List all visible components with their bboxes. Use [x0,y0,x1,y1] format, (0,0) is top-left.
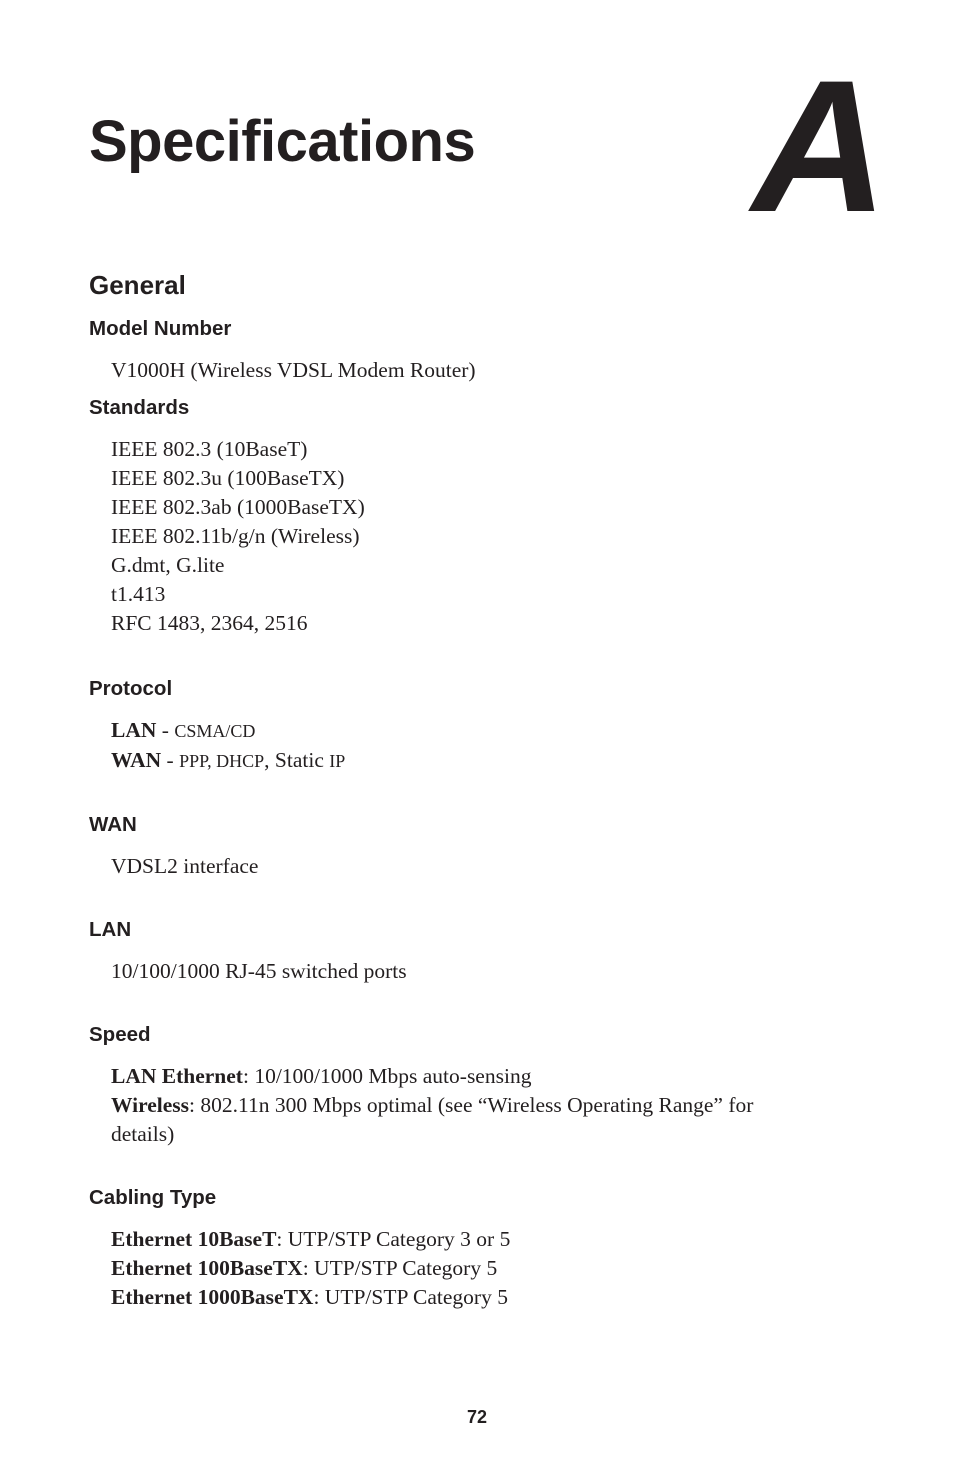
speed-lan-ethernet-line [111,1062,811,1091]
spec-wan [89,810,829,881]
spec-body-model-number [89,356,829,385]
spec-speed [89,1020,829,1149]
spec-lan [89,915,829,986]
protocol-wan-label: WAN [111,748,162,772]
cabling-label: Ethernet 1000BaseTX [111,1285,314,1309]
section-heading-general: General [89,270,186,300]
spec-line: V1000H (Wireless VDSL Modem Router) [111,358,476,382]
speed-lan-ethernet-label: LAN Ethernet [111,1064,243,1088]
protocol-wan-line [111,746,829,776]
spec-body-lan [89,957,829,986]
spec-line: IEEE 802.3 (10BaseT) [111,437,308,461]
cabling-row [111,1283,829,1312]
protocol-wan-value-a: PPP, DHCP [179,751,265,771]
spec-line: IEEE 802.3u (100BaseTX) [111,466,345,490]
spec-model-number [89,314,829,385]
cabling-label: Ethernet 10BaseT [111,1227,277,1251]
spec-title-standards: Standards [89,396,190,419]
cabling-label: Ethernet 100BaseTX [111,1256,303,1280]
spec-body-protocol [89,716,829,776]
spec-line: t1.413 [111,582,166,606]
spec-title-protocol: Protocol [89,677,173,700]
spec-line: IEEE 802.11b/g/n (Wireless) [111,524,360,548]
speed-wireless-value: : 802.11n 300 Mbps optimal (see “Wireless Operating Range” for details) [111,1093,754,1146]
spec-body-speed [89,1062,811,1149]
spec-title-lan: LAN [89,918,132,941]
cabling-row [111,1254,829,1283]
spec-cabling-type [89,1183,829,1312]
spec-title-speed: Speed [89,1023,151,1046]
cabling-value: : UTP/STP Category 3 or 5 [276,1227,511,1251]
protocol-lan-separator: - [156,718,175,742]
cabling-value: : UTP/STP Category 5 [313,1285,508,1309]
page-number: 72 [466,1407,488,1427]
protocol-wan-value-c: IP [329,751,346,771]
spec-line: IEEE 802.3ab (1000BaseTX) [111,495,365,519]
spec-body-standards [89,435,829,638]
chapter-letter: A [752,41,884,251]
spec-line: G.dmt, G.lite [111,553,225,577]
cabling-row [111,1225,829,1254]
spec-protocol [89,674,829,776]
spec-line: RFC 1483, 2364, 2516 [111,611,308,635]
spec-line: 10/100/1000 RJ-45 switched ports [111,959,407,983]
spec-line: VDSL2 interface [111,854,259,878]
protocol-lan-label: LAN [111,718,157,742]
speed-lan-ethernet-value: : 10/100/1000 Mbps auto-sensing [242,1064,532,1088]
spec-content [89,314,829,1312]
speed-wireless-line [111,1091,811,1149]
protocol-wan-value-b: , Static [264,748,330,772]
spec-body-wan [89,852,829,881]
spec-title-cabling-type: Cabling Type [89,1186,217,1209]
spec-title-wan: WAN [89,813,137,836]
protocol-wan-separator: - [161,748,180,772]
speed-wireless-label: Wireless [111,1093,190,1117]
protocol-lan-value: CSMA/CD [174,721,256,741]
spec-title-model-number: Model Number [89,317,232,340]
cabling-value: : UTP/STP Category 5 [302,1256,498,1280]
spec-standards [89,393,829,638]
page-title: Specifications [89,109,476,174]
protocol-lan-line [111,716,829,746]
spec-body-cabling-type [89,1225,829,1312]
